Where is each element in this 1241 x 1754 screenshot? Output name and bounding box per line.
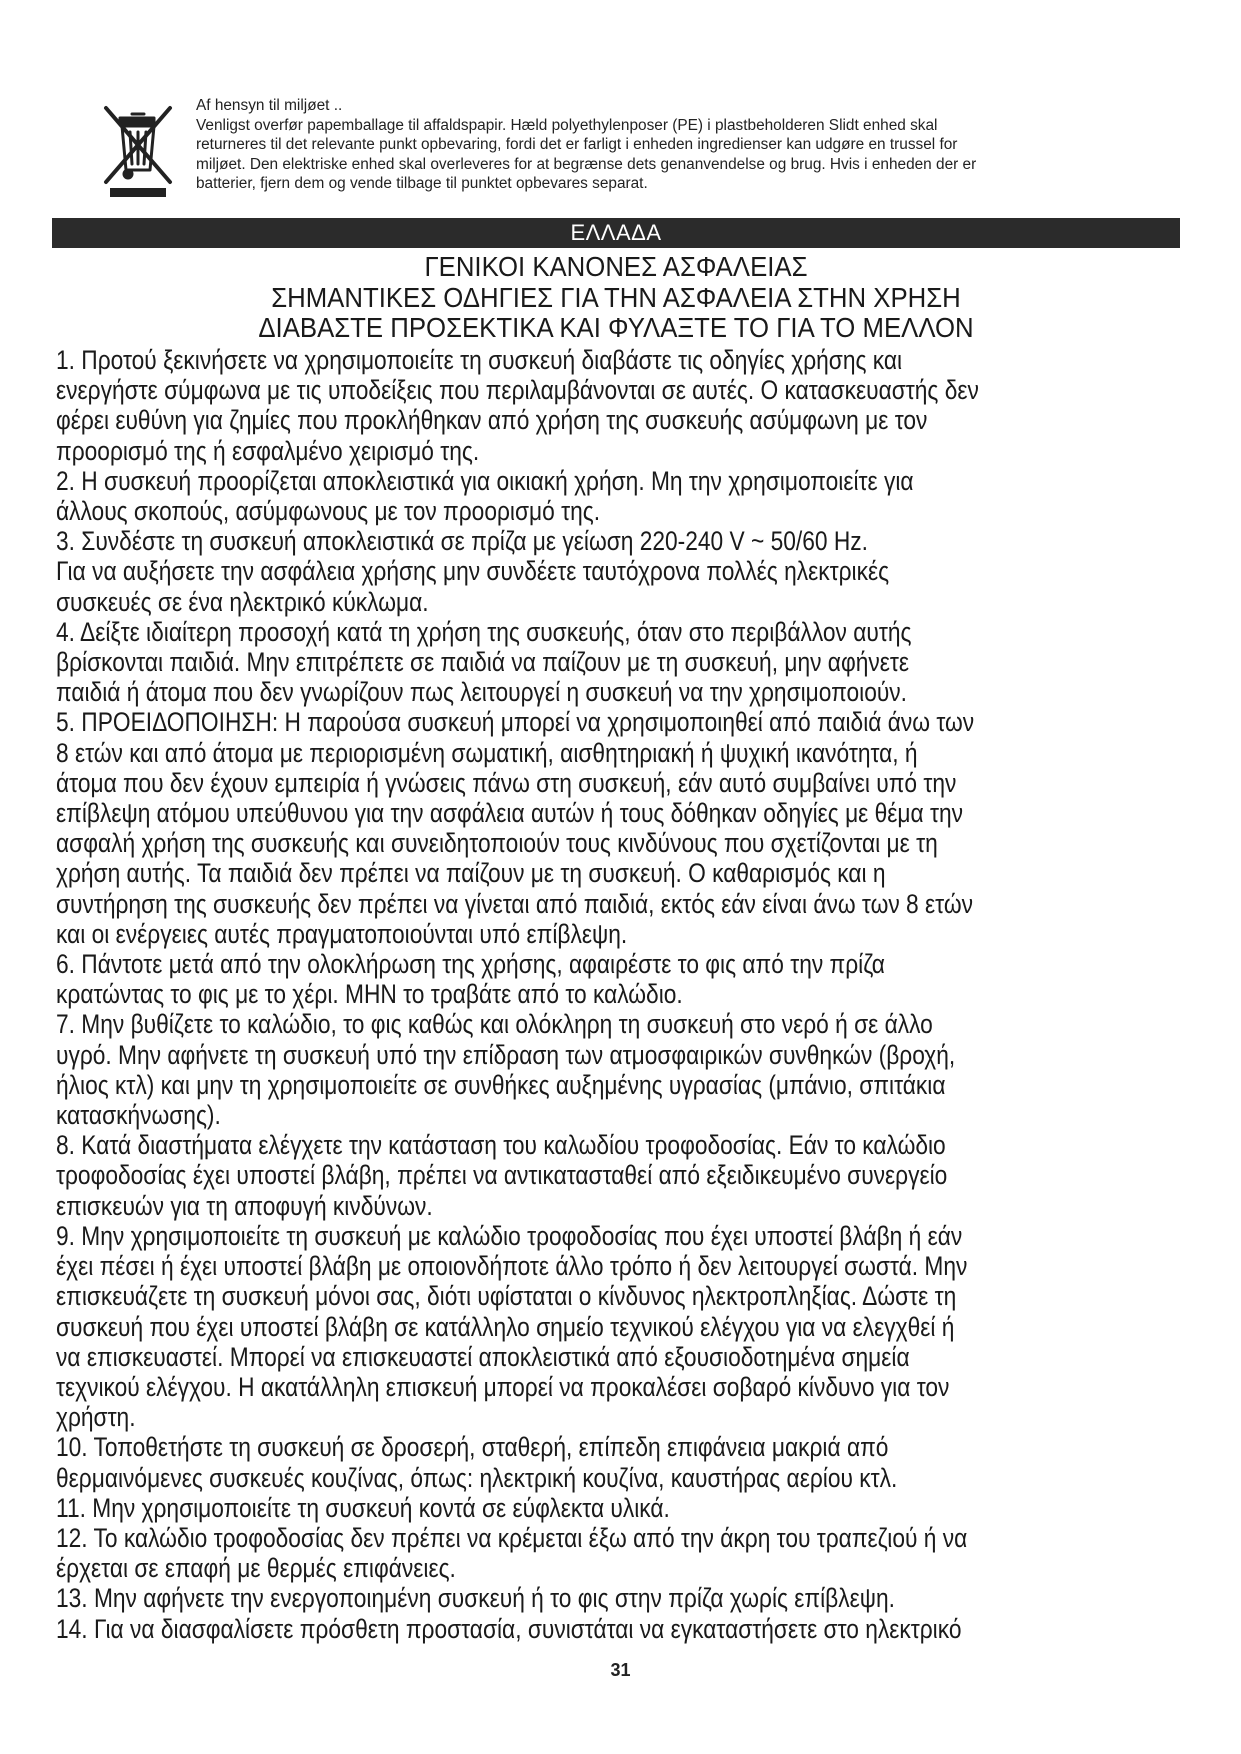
instruction-line: βρίσκονται παιδιά. Μην επιτρέπετε σε παιδιά να παίζουν με τη συσκευή, μην αφήνετε — [56, 647, 910, 678]
heading-important-instructions: ΣΗΜΑΝΤΙΚΕΣ ΟΔΗΓΙΕΣ ΓΙΑ ΤΗΝ ΑΣΦΑΛΕΙΑ ΣΤΗΝ ΧΡΗΣΗ — [271, 281, 961, 313]
heading-read-carefully: ΔΙΑΒΑΣΤΕ ΠΡΟΣΕΚΤΙΚΑ ΚΑΙ ΦΥΛΑΞΤΕ ΤΟ ΓΙΑ ΤΟ ΜΕΛΛΟΝ — [258, 312, 974, 343]
instruction-line: 9. Μην χρησιμοποιείτε τη συσκευή με καλώδιο τροφοδοσίας που έχει υποστεί βλάβη ή εάν — [56, 1220, 963, 1251]
instruction-line: 12. Το καλώδιο τροφοδοσίας δεν πρέπει να κρέμεται έξω από την άκρη του τραπεζιού ή να — [56, 1522, 968, 1553]
heading-general-rules: ΓΕΝΙΚΟΙ ΚΑΝΟΝΕΣ ΑΣΦΑΛΕΙΑΣ — [424, 251, 808, 282]
instruction-line: χρήστη. — [56, 1402, 136, 1433]
instruction-line: 8. Κατά διαστήματα ελέγχετε την κατάσταση του καλωδίου τροφοδοσίας. Εάν το καλώδιο — [56, 1130, 946, 1161]
instruction-line: συσκευές σε ένα ηλεκτρικό κύκλωμα. — [56, 586, 429, 617]
danish-text-block — [196, 96, 976, 194]
instruction-line: 2. Η συσκευή προορίζεται αποκλειστικά για οικιακή χρήση. Μη την χρησιμοποιείτε για — [56, 465, 914, 496]
instruction-line: κρατώντας το φις με το χέρι. ΜΗΝ το τραβάτε από το καλώδιο. — [56, 979, 683, 1010]
instruction-line: έρχεται σε επαφή με θερμές επιφάνειες. — [56, 1553, 456, 1584]
safety-instructions-body — [56, 345, 1186, 1644]
page-number: 31 — [610, 1660, 631, 1680]
instruction-line: 7. Μην βυθίζετε το καλώδιο, το φις καθώς και ολόκληρη τη συσκευή στο νερό ή σε άλλο — [56, 1009, 933, 1040]
safety-headings — [52, 252, 1180, 344]
instruction-line: τεχνικού ελέγχου. Η ακατάλληλη επισκευή μπορεί να προκαλέσει σοβαρό κίνδυνο για τον — [56, 1371, 950, 1402]
instruction-line: έχει πέσει ή έχει υποστεί βλάβη με οποιονδήποτε άλλο τρόπο ή δεν λειτουργεί σωστά. Μην — [56, 1251, 968, 1282]
instruction-line: 8 ετών και από άτομα με περιορισμένη σωματική, αισθητηριακή ή ψυχική ικανότητα, ή — [56, 737, 918, 768]
instruction-line: Για να αυξήσετε την ασφάλεια χρήσης μην συνδέετε ταυτόχρονα πολλές ηλεκτρικές — [56, 556, 890, 587]
instruction-line: φέρει ευθύνη για ζημίες που προκλήθηκαν από χρήση της συσκευής ασύμφωνη με τον — [56, 405, 928, 436]
section-banner: ΕΛΛΑΔΑ — [52, 218, 1180, 248]
instruction-line: επίβλεψη ατόμου υπεύθυνου για την ασφάλεια αυτών ή τους δόθηκαν οδηγίες με θέμα την — [56, 798, 964, 829]
instruction-line: 3. Συνδέστε τη συσκευή αποκλειστικά σε πρίζα με γείωση 220-240 V ~ 50/60 Hz. — [56, 526, 869, 557]
instruction-line: υγρό. Μην αφήνετε τη συσκευή υπό την επίδραση των ατμοσφαιρικών συνθηκών (βροχή, — [56, 1039, 956, 1070]
instruction-line: 6. Πάντοτε μετά από την ολοκλήρωση της χρήσης, αφαιρέστε το φις από την πρίζα — [56, 949, 885, 980]
instruction-line: 13. Μην αφήνετε την ενεργοποιημένη συσκευή ή το φις στην πρίζα χωρίς επίβλεψη. — [56, 1583, 895, 1614]
instruction-line: συσκευή που έχει υποστεί βλάβη σε κατάλληλο σημείο τεχνικού ελέγχου για να ελεγχθεί ή — [56, 1311, 955, 1342]
instruction-line: 4. Δείξτε ιδιαίτερη προσοχή κατά τη χρήση της συσκευής, όταν στο περιβάλλον αυτής — [56, 616, 912, 647]
instruction-line: επισκευών για τη αποφυγή κινδύνων. — [56, 1190, 433, 1221]
instruction-line: ασφαλή χρήση της συσκευής και συνειδητοποιούν τους κινδύνους που σχετίζονται με τη — [56, 828, 938, 859]
instruction-line: ήλιος κτλ) και μην τη χρησιμοποιείτε σε συνθήκες αυξημένης υγρασίας (μπάνιο, σπιτάκια — [56, 1069, 946, 1100]
danish-line: Af hensyn til miljøet .. — [196, 97, 343, 114]
instruction-line: να επισκευαστεί. Μπορεί να επισκευαστεί αποκλειστικά από εξουσιοδοτημένα σημεία — [56, 1341, 910, 1372]
instruction-line: προορισμό της ή εσφαλμένο χειρισμό της. — [56, 435, 480, 466]
instruction-line: παιδιά ή άτομα που δεν γνωρίζουν πως λειτουργεί η συσκευή να την χρησιμοποιούν. — [56, 677, 907, 708]
danish-line: batterier, fjern dem og vende tilbage til punktet opbevares separat. — [196, 175, 648, 193]
instruction-line: και οι ενέργειες αυτές πραγματοποιούνται υπό επίβλεψη. — [56, 918, 628, 949]
environment-notice — [100, 96, 1180, 204]
instruction-line: 1. Προτού ξεκινήσετε να χρησιμοποιείτε τη συσκευή διαβάστε τις οδηγίες χρήσης και — [56, 345, 903, 375]
instruction-line: χρήση αυτής. Τα παιδιά δεν πρέπει να παίζουν με τη συσκευή. Ο καθαρισμός και η — [56, 858, 886, 889]
instruction-line: 10. Τοποθετήστε τη συσκευή σε δροσερή, σταθερή, επίπεδη επιφάνεια μακριά από — [56, 1432, 889, 1463]
instruction-line: τροφοδοσίας έχει υποστεί βλάβη, πρέπει να αντικατασταθεί από εξειδικευμένο συνεργείο — [56, 1160, 948, 1191]
instruction-line: 14. Για να διασφαλίσετε πρόσθετη προστασία, συνιστάται να εγκαταστήσετε στο ηλεκτρικό — [56, 1613, 962, 1644]
instruction-line: επισκευάζετε τη συσκευή μόνοι σας, διότι υφίσταται ο κίνδυνος ηλεκτροπληξίας. Δώστε τη — [56, 1281, 957, 1312]
instruction-line: 5. ΠΡΟΕΙΔΟΠΟΙΗΣΗ: Η παρούσα συσκευή μπορεί να χρησιμοποιηθεί από παιδιά άνω των — [56, 707, 975, 738]
instruction-line: συντήρηση της συσκευής δεν πρέπει να γίνεται από παιδιά, εκτός εάν είναι άνω των 8 ετών — [56, 888, 973, 919]
instruction-line: κατασκήνωσης). — [56, 1100, 221, 1131]
danish-line: Venligst overfør papemballage til affaldspapir. Hæld polyethylenposer (PE) i plastbeholderen Slidt enhed skal — [196, 116, 938, 134]
instruction-line: 11. Μην χρησιμοποιείτε τη συσκευή κοντά σε εύφλεκτα υλικά. — [56, 1492, 670, 1523]
instruction-line: άλλους σκοπούς, ασύμφωνους με τον προορισμό της. — [56, 496, 601, 527]
instruction-line: θερμαινόμενες συσκευές κουζίνας, όπως: ηλεκτρική κουζίνα, καυστήρας αερίου κτλ. — [56, 1462, 898, 1493]
instruction-line: άτομα που δεν έχουν εμπειρία ή γνώσεις πάνω στη συσκευή, εάν αυτό συμβαίνει υπό την — [56, 767, 957, 798]
instruction-line: ενεργήστε σύμφωνα με τις υποδείξεις που περιλαμβάνονται σε αυτές. Ο κατασκευαστής δεν — [56, 375, 979, 406]
crossed-out-wheelie-bin-icon — [100, 104, 176, 200]
danish-line: returneres til det relevante punkt opbevaring, fordi det er farligt i enheden ingredienser kan udgøre en trussel for — [196, 136, 958, 154]
danish-line: miljøet. Den elektriske enhed skal overleveres for at begrænse dets genanvendelse og brug. Hvis i enheden der er — [196, 155, 977, 173]
